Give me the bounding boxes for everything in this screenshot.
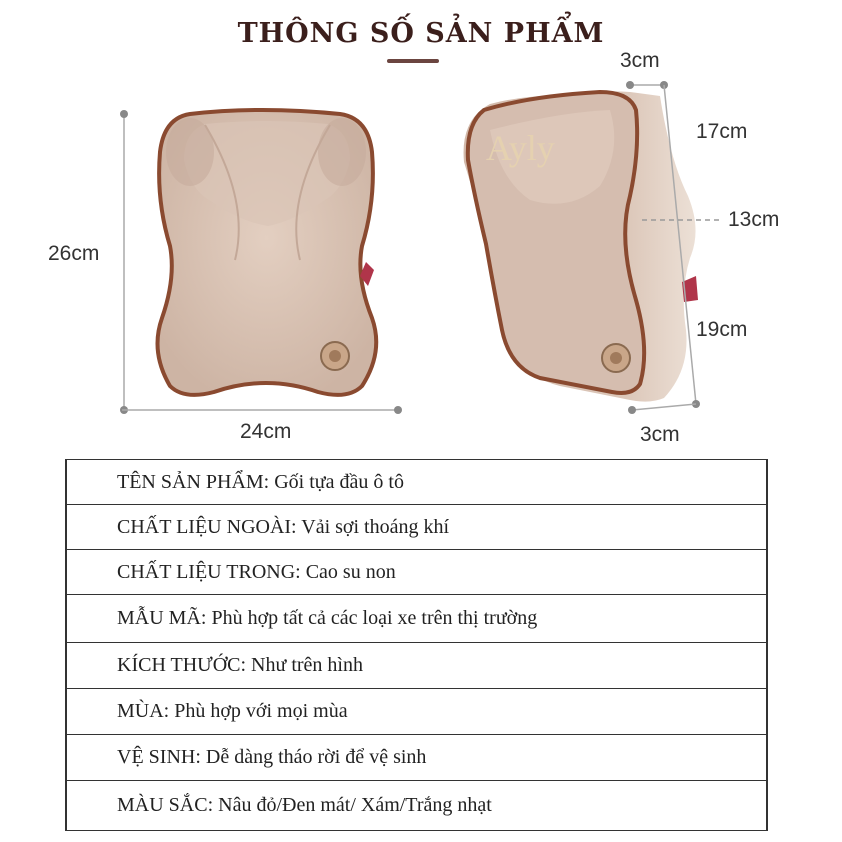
spec-text: MÙA: Phù hợp với mọi mùa	[117, 700, 348, 722]
spec-text: VỆ SINH: Dễ dàng tháo rời để vệ sinh	[117, 746, 427, 768]
side-lower-label: 19cm	[696, 318, 748, 341]
spec-table	[65, 459, 768, 831]
side-middle-label: 13cm	[728, 208, 780, 231]
side-pillow	[464, 91, 698, 401]
svg-text:Ayly: Ayly	[486, 128, 555, 168]
spec-text: KÍCH THƯỚC: Như trên hình	[117, 654, 363, 676]
spec-row-size	[65, 642, 768, 688]
side-upper-label: 17cm	[696, 120, 748, 143]
spec-text: MẪU MÃ: Phù hợp tất cả các loại xe trên thị trường	[117, 607, 538, 629]
spec-row-outer-material	[65, 504, 768, 549]
spec-row-inner-material	[65, 549, 768, 594]
side-top-depth-label: 3cm	[620, 49, 660, 72]
front-width-label: 24cm	[240, 420, 292, 443]
spec-text: CHẤT LIỆU TRONG: Cao su non	[117, 560, 396, 583]
spec-text: TÊN SẢN PHẨM: Gối tựa đầu ô tô	[117, 470, 404, 493]
spec-text: MÀU SẮC: Nâu đỏ/Đen mát/ Xám/Trắng nhạt	[117, 794, 492, 816]
spec-row-model	[65, 594, 768, 642]
spec-row-season	[65, 688, 768, 734]
page-title: THÔNG SỐ SẢN PHẨM	[237, 18, 605, 49]
spec-row-cleaning	[65, 734, 768, 780]
front-pillow	[158, 110, 377, 395]
side-bottom-depth-label: 3cm	[640, 423, 680, 446]
spec-row-colors	[65, 780, 768, 831]
spec-row-name	[65, 459, 768, 504]
front-height-label: 26cm	[48, 242, 100, 265]
spec-text: CHẤT LIỆU NGOÀI: Vải sợi thoáng khí	[117, 515, 450, 538]
